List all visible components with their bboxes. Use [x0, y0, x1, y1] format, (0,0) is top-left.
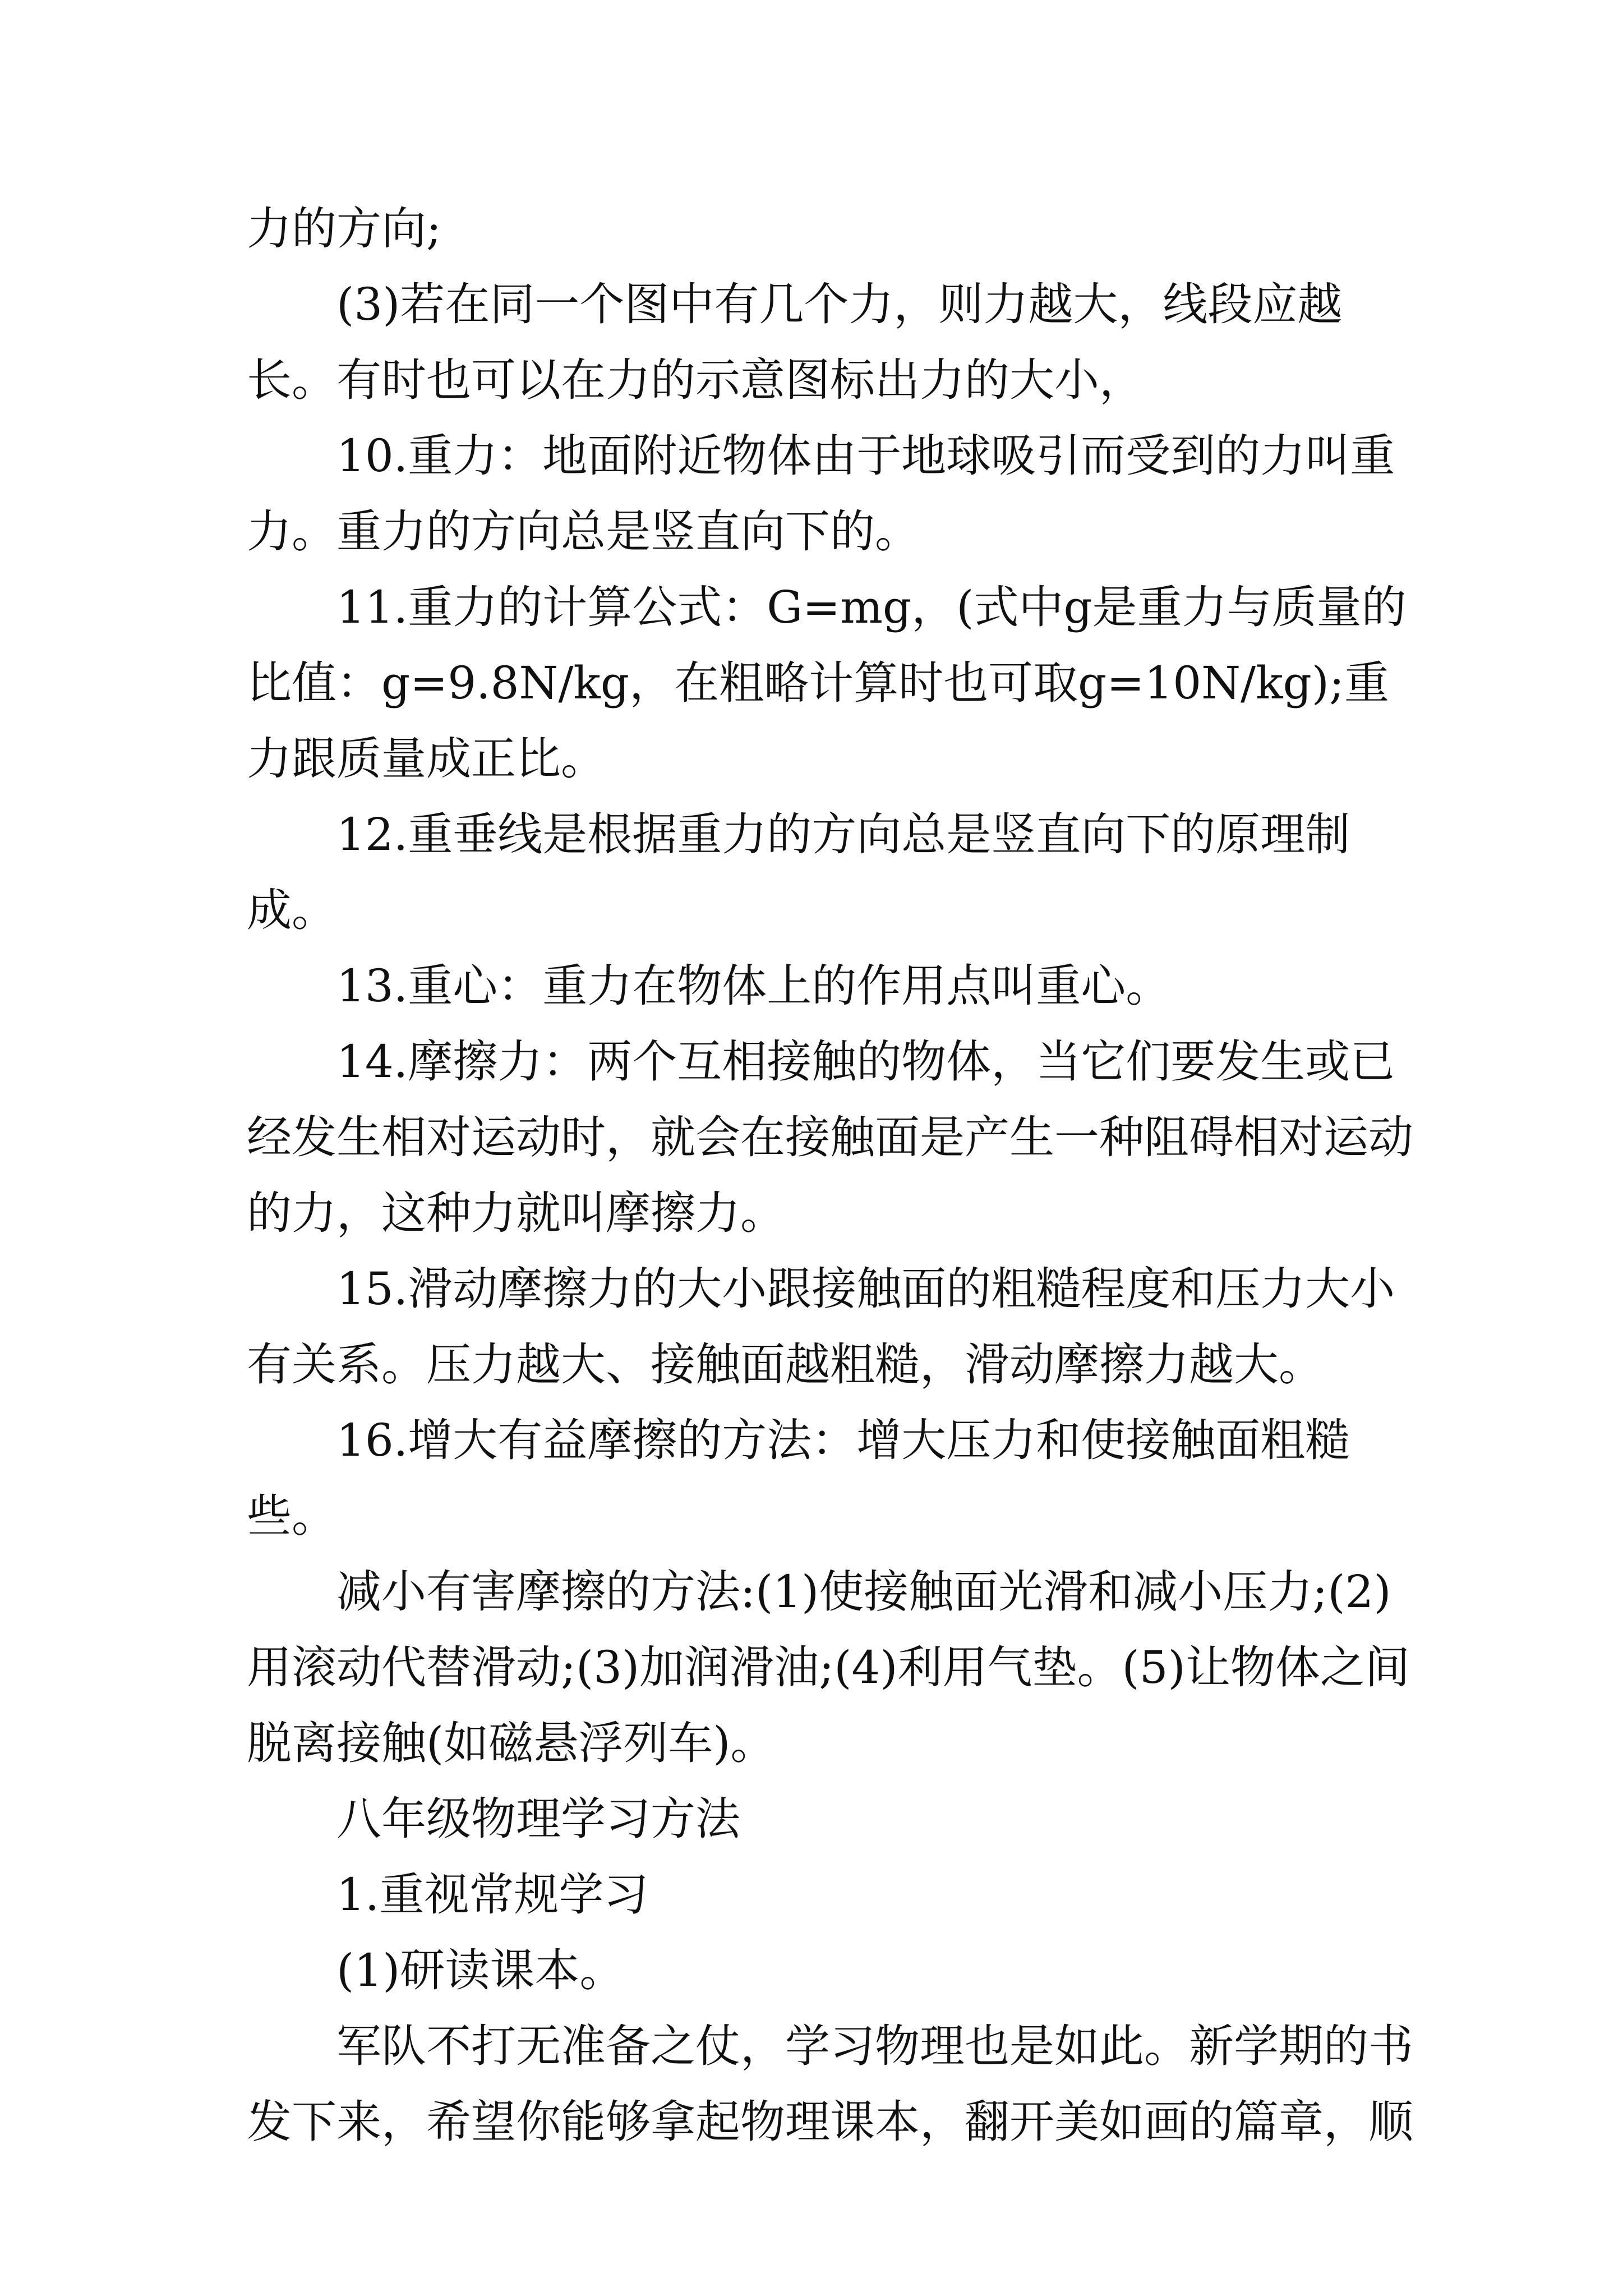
paragraph-friction-definition: 14.摩擦力：两个互相接触的物体，当它们要发生或已经发生相对运动时，就会在接触面是产生一种阻碍相对运动的力，这种力就叫摩擦力。: [247, 1036, 1413, 1239]
paragraph-center-of-gravity: 13.重心：重力在物体上的作用点叫重心。: [336, 960, 1171, 1012]
paragraph-increase-friction: 16.增大有益摩擦的方法：增大压力和使接触面粗糙些。: [247, 1414, 1350, 1542]
paragraph-sliding-friction: 15.滑动摩擦力的大小跟接触面的粗糙程度和压力大小有关系。压力越大、接触面越粗糙，滑动摩擦力越大。: [247, 1263, 1395, 1391]
subheading-read-textbook: (1)研读课本。: [336, 1944, 625, 1996]
document-body: [247, 191, 1413, 2160]
paragraph-force-length: (3)若在同一个图中有几个力，则力越大，线段应越长。有时也可以在力的示意图标出力的大小，: [247, 278, 1343, 406]
paragraph-preparation: 军队不打无准备之仗，学习物理也是如此。新学期的书发下来，希望你能够拿起物理课本，翻开美如画的篇章，顺: [247, 2020, 1413, 2148]
paragraph-plumb-line: 12.重垂线是根据重力的方向总是竖直向下的原理制成。: [247, 808, 1350, 936]
subheading-routine-study: 1.重视常规学习: [336, 1869, 649, 1921]
paragraph-force-direction: 力的方向;: [247, 203, 441, 255]
paragraph-gravity-formula: 11.重力的计算公式：G=mg，(式中g是重力与质量的比值：g=9.8N/kg，在粗略计算时也可取g=10N/kg);重力跟质量成正比。: [247, 581, 1407, 785]
paragraph-reduce-friction: 减小有害摩擦的方法:(1)使接触面光滑和减小压力;(2)用滚动代替滑动;(3)加润滑油;(4)利用气垫。(5)让物体之间脱离接触(如磁悬浮列车)。: [247, 1566, 1410, 1769]
section-heading-study-methods: 八年级物理学习方法: [336, 1793, 740, 1845]
paragraph-gravity-definition: 10.重力：地面附近物体由于地球吸引而受到的力叫重力。重力的方向总是竖直向下的。: [247, 430, 1395, 558]
